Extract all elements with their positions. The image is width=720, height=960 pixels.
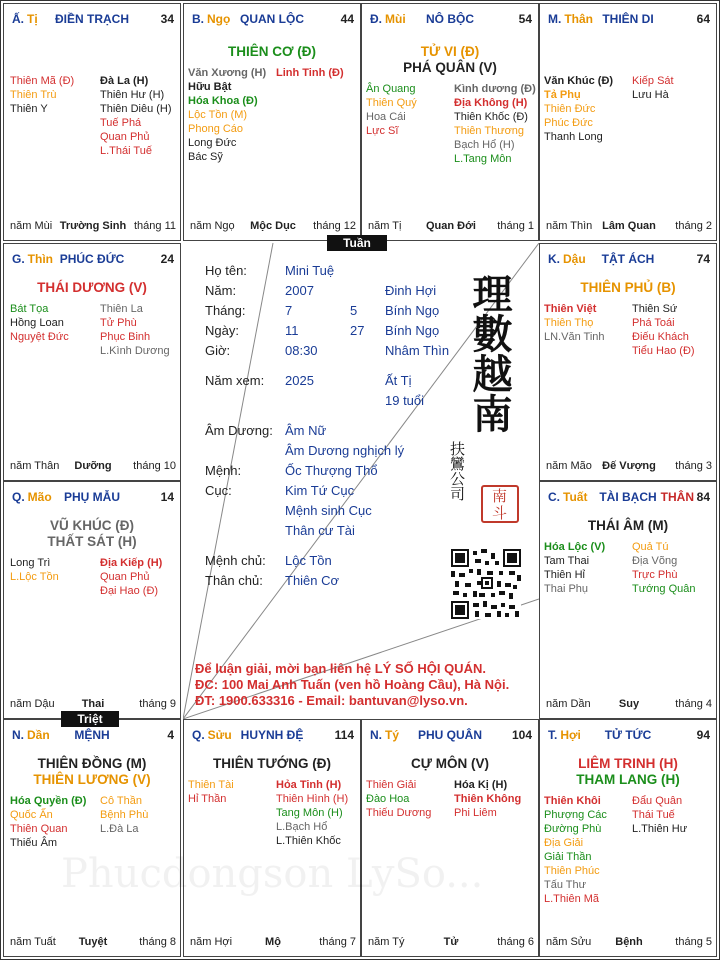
palace-tuat[interactable] (539, 481, 717, 719)
value-amduong: Âm Nữ (285, 423, 327, 438)
value-cuc2: Mệnh sinh Cục (285, 503, 372, 518)
palace-header (546, 252, 710, 268)
minor-star: Phúc Đức (544, 117, 593, 129)
palace-branch: Tý (385, 728, 400, 742)
minor-star: Thiên Y (10, 103, 48, 115)
minor-stars-right (100, 794, 148, 836)
minor-star: Bát Tọa (10, 303, 49, 315)
major-star: THÁI DƯƠNG (V) (37, 280, 147, 295)
minor-star: Nguyệt Đức (10, 331, 69, 343)
palace-life-stage: Bệnh (615, 936, 643, 948)
minor-star: Hóa Khoa (Đ) (188, 95, 258, 107)
palace-major-cycle: 24 (160, 252, 174, 266)
minor-star: Hóa Kị (H) (454, 779, 508, 791)
palace-header (368, 728, 532, 744)
minor-star: Văn Xương (H) (188, 67, 267, 79)
minor-stars-left (544, 74, 613, 144)
palace-branch: Sửu (207, 728, 232, 742)
minor-star: Hỏa Tinh (H) (276, 779, 342, 791)
minor-star: Long Đức (188, 137, 237, 149)
minor-star: Đào Hoa (366, 793, 410, 805)
minor-star: Thiên Không (454, 793, 522, 805)
minor-star: Thiên Tài (188, 779, 234, 791)
palace-life-stage: Thai (81, 698, 105, 710)
palace-year: năm Mão (546, 460, 592, 472)
minor-star: Lực Sĩ (366, 125, 399, 137)
palace-footer (368, 936, 534, 950)
palace-major-cycle: 14 (160, 490, 174, 504)
minor-star: L.Thiên Khốc (276, 835, 341, 847)
palace-footer (10, 936, 176, 950)
palace-stem: C. (548, 490, 560, 504)
minor-star: Thiên Khôi (544, 795, 601, 807)
contact-line-3: ĐT: 1900.633316 - Email: bantuvan@lyso.vn. (195, 693, 468, 708)
minor-star: Tử Phù (100, 317, 137, 329)
palace-ty[interactable] (3, 3, 181, 241)
palace-year: năm Tuất (10, 936, 56, 948)
minor-star: L.Thiên Mã (544, 893, 600, 905)
palace-footer (10, 220, 176, 234)
minor-star: Lộc Tồn (M) (188, 109, 248, 121)
palace-header (546, 728, 710, 744)
minor-star: Linh Tinh (Đ) (276, 67, 344, 79)
palace-footer (546, 936, 712, 950)
palace-branch: Tuất (563, 490, 588, 504)
minor-star: Thiên Sứ (632, 303, 678, 315)
palace-stem: N. (12, 728, 24, 742)
minor-star: Đà La (H) (100, 75, 149, 87)
minor-star: Thiên Thương (454, 125, 525, 137)
palace-month: tháng 11 (133, 220, 176, 232)
value-tuoi: 19 tuổi (385, 393, 425, 408)
minor-star: Bác Sỹ (188, 151, 223, 163)
palace-major-cycle: 84 (696, 490, 710, 504)
seal-text: 南斗 (491, 487, 508, 522)
major-star: VŨ KHÚC (Đ) (50, 518, 134, 533)
palace-month: tháng 7 (319, 936, 356, 948)
minor-star: L.Kình Dương (100, 345, 170, 357)
palace-header (190, 12, 354, 28)
palace-footer (190, 220, 356, 234)
minor-stars-right (100, 556, 162, 598)
minor-star: Thiên Phúc (544, 865, 600, 877)
palace-dan[interactable] (3, 719, 181, 957)
palace-name: TÀI BẠCH (599, 490, 657, 504)
minor-star: Lưu Hà (632, 89, 669, 101)
minor-star: Bạch Hổ (H) (454, 139, 515, 151)
value-gio: 08:30 (285, 343, 318, 358)
palace-footer (546, 460, 712, 474)
label-thang: Tháng: (205, 303, 246, 318)
palace-name: QUAN LỘC (240, 12, 304, 26)
minor-star: Đại Hao (Đ) (100, 585, 159, 597)
palace-month: tháng 2 (675, 220, 712, 232)
palace-header (10, 12, 174, 28)
value-cuc3: Thân cư Tài (285, 523, 355, 538)
palace-month: tháng 8 (139, 936, 176, 948)
palace-name: TẬT ÁCH (601, 252, 655, 266)
palace-footer (10, 460, 176, 474)
palace-life-stage: Quan Đới (426, 220, 476, 232)
minor-star: Hồng Loan (10, 317, 64, 329)
minor-star: Đường Phù (544, 823, 602, 835)
palace-major-cycle: 4 (167, 728, 174, 742)
label-namxem: Năm xem: (205, 373, 265, 388)
tuan-tag: Tuần (327, 235, 387, 251)
palace-month: tháng 9 (139, 698, 176, 710)
palace-major-cycle: 74 (696, 252, 710, 266)
palace-month: tháng 10 (133, 460, 176, 472)
minor-stars-left (544, 302, 605, 344)
palace-name: HUYNH ĐỆ (240, 728, 304, 742)
palace-footer (190, 936, 356, 950)
value-thang-can: Bính Ngọ (385, 303, 440, 318)
major-star: TỬ VI (Đ) (420, 44, 480, 59)
minor-star: Thanh Long (544, 131, 603, 143)
minor-star: Hữu Bật (188, 81, 232, 93)
minor-star: Quan Phủ (100, 571, 150, 583)
major-star: CỰ MÔN (V) (411, 756, 489, 771)
minor-star: Phá Toái (632, 317, 675, 329)
label-amduong: Âm Dương: (205, 423, 273, 438)
minor-star: Tướng Quân (632, 583, 696, 595)
minor-stars-left (188, 66, 266, 164)
major-star: THIÊN LƯƠNG (V) (33, 772, 151, 787)
palace-header (368, 12, 532, 28)
palace-header (10, 728, 174, 744)
minor-star: Tam Thai (544, 555, 590, 567)
minor-star: L.Đà La (100, 823, 139, 835)
palace-year: năm Sửu (546, 936, 592, 948)
minor-star: Phục Binh (100, 331, 151, 343)
palace-name: PHU QUÂN (417, 728, 482, 742)
major-star: THIÊN CƠ (Đ) (227, 44, 316, 59)
palace-life-stage: Tuyệt (78, 936, 108, 948)
minor-star: Phong Cáo (188, 123, 244, 135)
palace-month: tháng 6 (497, 936, 534, 948)
minor-star: Tuế Phá (100, 117, 142, 129)
minor-star: Hỉ Thần (188, 793, 227, 805)
palace-branch: Ngọ (207, 12, 231, 26)
minor-star: L.Thiên Hư (632, 823, 688, 835)
label-nam: Năm: (205, 283, 237, 298)
value-namxem-can: Ất Tị (385, 373, 412, 388)
palace-major-cycle: 114 (334, 728, 354, 742)
minor-star: Thiên Thọ (544, 317, 594, 329)
value-cuc: Kim Tứ Cục (285, 483, 355, 498)
major-star: PHÁ QUÂN (V) (403, 60, 497, 75)
minor-star: Hóa Quyền (Đ) (10, 795, 87, 807)
palace-year: năm Dậu (10, 698, 55, 710)
minor-stars-right (632, 540, 696, 596)
palace-life-stage: Trường Sinh (59, 220, 127, 232)
palace-name: THIÊN DI (602, 12, 654, 26)
palace-stem: Q. (12, 490, 25, 504)
minor-star: Địa Không (H) (454, 97, 528, 109)
palace-month: tháng 3 (675, 460, 712, 472)
minor-star: Thai Phụ (544, 583, 589, 595)
palace-body-marker: THÂN (660, 490, 694, 504)
palace-branch: Dậu (563, 252, 586, 266)
minor-star: Bệnh Phù (100, 809, 149, 821)
minor-star: Giải Thần (544, 851, 592, 863)
minor-stars-left (10, 794, 86, 850)
palace-footer (10, 698, 176, 712)
minor-star: Phi Liêm (454, 807, 497, 819)
palace-year: năm Tị (368, 220, 402, 232)
palace-year: năm Thân (10, 460, 60, 472)
minor-star: Trực Phù (632, 569, 678, 581)
major-star: THAM LANG (H) (576, 772, 680, 787)
value-amduong2: Âm Dương nghịch lý (285, 443, 405, 458)
minor-stars-right (632, 302, 695, 358)
contact-line-1: Để luận giải, mời bạn liên hệ LÝ SỐ HỘI QUÁN. (195, 661, 486, 676)
palace-stem: G. (12, 252, 25, 266)
palace-major-cycle: 34 (160, 12, 174, 26)
palace-month: tháng 12 (313, 220, 356, 232)
value-gio-can: Nhâm Thìn (385, 343, 450, 358)
minor-star: Quốc Ấn (10, 809, 53, 821)
minor-star: Địa Kiếp (H) (100, 557, 163, 569)
major-star: THIÊN ĐỒNG (M) (37, 756, 147, 771)
minor-stars-left (10, 302, 69, 344)
palace-hoi[interactable] (539, 719, 717, 957)
label-menh: Mệnh: (205, 463, 242, 478)
minor-star: Cô Thần (100, 795, 142, 807)
minor-star: Tiểu Hao (Đ) (632, 345, 695, 357)
palace-name: MỆNH (74, 728, 110, 742)
minor-star: Thiên Đức (544, 103, 596, 115)
calligraphy-side: 扶鸞公司 (448, 441, 466, 501)
triet-tag: Triệt (61, 711, 119, 727)
minor-star: Thiên Trù (10, 89, 57, 101)
minor-star: Thiên Mã (Đ) (10, 75, 75, 87)
minor-star: Ân Quang (366, 83, 416, 95)
label-gio: Giờ: (205, 343, 231, 358)
palace-branch: Hợi (560, 728, 581, 742)
minor-stars-left (544, 794, 607, 906)
palace-stem: Q. (192, 728, 205, 742)
minor-stars-right (276, 66, 344, 80)
minor-stars-right (632, 794, 687, 836)
palace-branch: Mùi (385, 12, 406, 26)
value-nam-can: Đinh Hợi (385, 283, 437, 298)
major-star: THẤT SÁT (H) (47, 534, 137, 549)
minor-star: Thiên Việt (544, 303, 597, 315)
minor-star: Quả Tú (632, 541, 669, 553)
minor-star: Thiên Hình (H) (276, 793, 349, 805)
label-cuc: Cục: (205, 483, 232, 498)
palace-stem: M. (548, 12, 562, 26)
minor-star: Điếu Khách (632, 331, 689, 343)
palace-stem: T. (548, 728, 558, 742)
minor-star: Thiên Quý (366, 97, 417, 109)
value-thanchu: Thiên Cơ (285, 573, 340, 588)
palace-month: tháng 4 (675, 698, 712, 710)
minor-star: Thiên La (100, 303, 143, 315)
minor-star: Thiên Hỉ (544, 569, 585, 581)
palace-branch: Thân (564, 12, 594, 26)
minor-stars-right (632, 74, 674, 102)
palace-mui[interactable] (361, 3, 539, 241)
palace-stem: B. (192, 12, 204, 26)
minor-stars-right (454, 82, 536, 166)
palace-footer (546, 698, 712, 712)
palace-life-stage: Suy (618, 698, 640, 710)
value-nam: 2007 (285, 283, 314, 298)
palace-suu[interactable] (183, 719, 361, 957)
label-menhchu: Mệnh chủ: (205, 553, 266, 568)
minor-stars-left (544, 540, 605, 596)
palace-month: tháng 5 (675, 936, 712, 948)
palace-ngo[interactable] (183, 3, 361, 241)
palace-year: năm Tý (368, 936, 405, 948)
palace-than[interactable] (539, 3, 717, 241)
minor-star: Thiếu Dương (366, 807, 432, 819)
minor-star: Thiếu Âm (10, 837, 58, 849)
palace-thin[interactable] (3, 243, 181, 481)
palace-year: năm Dần (546, 698, 591, 710)
calligraphy-main: 理數越南 (466, 273, 513, 433)
minor-stars-right (454, 778, 521, 820)
palace-branch: Thìn (27, 252, 53, 266)
minor-stars-right (100, 74, 172, 158)
minor-star: Thiên Quan (10, 823, 68, 835)
minor-star: Địa Võng (632, 555, 678, 567)
palace-branch: Dần (27, 728, 50, 742)
palace-major-cycle: 94 (696, 728, 710, 742)
palace-life-stage: Lâm Quan (602, 220, 656, 232)
minor-stars-right (100, 302, 170, 358)
contact-line-2: ĐC: 100 Mai Anh Tuấn (ven hồ Hoàng Cầu), Hà Nội. (195, 677, 510, 692)
minor-stars-left (10, 74, 74, 116)
minor-star: Văn Khúc (Đ) (544, 75, 614, 87)
palace-branch: Tị (27, 12, 38, 26)
major-star: LIÊM TRINH (H) (578, 756, 678, 771)
minor-stars-right (276, 778, 348, 848)
qr-code-icon[interactable] (451, 549, 521, 619)
value-ngay-can: Bính Ngọ (385, 323, 440, 338)
minor-star: Tấu Thư (544, 879, 587, 891)
minor-star: Thiên Giải (366, 779, 417, 791)
palace-major-cycle: 54 (518, 12, 532, 26)
minor-star: L.Tang Môn (454, 153, 512, 165)
minor-stars-left (366, 778, 431, 820)
value-menhchu: Lộc Tồn (285, 553, 332, 568)
palace-year: năm Mùi (10, 220, 53, 232)
minor-star: L.Lộc Tồn (10, 571, 59, 583)
watermark: Phucdongson LySo... (61, 851, 484, 897)
value-ngay: 11 (285, 323, 299, 338)
palace-name: ĐIỀN TRẠCH (55, 12, 129, 26)
palace-month: tháng 1 (497, 220, 534, 232)
minor-star: Thiên Hư (H) (100, 89, 165, 101)
red-seal-stamp (481, 485, 519, 523)
palace-mao[interactable] (3, 481, 181, 719)
minor-star: Quan Phủ (100, 131, 150, 143)
minor-star: Hoa Cái (366, 111, 406, 123)
palace-header (10, 252, 174, 268)
palace-life-stage: Tử (443, 936, 459, 948)
palace-stem: Đ. (370, 12, 382, 26)
minor-star: LN.Văn Tinh (544, 331, 605, 343)
palace-footer (368, 220, 534, 234)
minor-star: Kình dương (Đ) (454, 83, 536, 95)
minor-star: L.Bạch Hổ (276, 821, 328, 833)
palace-name: PHÚC ĐỨC (59, 252, 125, 266)
palace-stem: N. (370, 728, 382, 742)
label-thanchu: Thân chủ: (205, 573, 263, 588)
palace-branch: Mão (27, 490, 52, 504)
minor-star: Thái Tuế (632, 809, 675, 821)
palace-life-stage: Dưỡng (74, 460, 112, 472)
palace-major-cycle: 64 (696, 12, 710, 26)
palace-header (546, 12, 710, 28)
minor-star: Tả Phụ (544, 89, 581, 101)
value-menh: Ốc Thượng Thổ (285, 463, 378, 478)
value-thang: 7 (285, 303, 293, 318)
palace-header (190, 728, 354, 744)
palace-name: PHỤ MẪU (64, 490, 120, 504)
palace-name: TỬ TỨC (604, 728, 652, 742)
palace-header (546, 490, 710, 506)
minor-star: Long Trì (10, 557, 51, 569)
palace-year: năm Ngọ (190, 220, 235, 232)
minor-stars-left (188, 778, 234, 806)
value-ngay-al: 27 (350, 323, 365, 338)
palace-footer (546, 220, 712, 234)
major-star: THIÊN PHỦ (B) (580, 280, 676, 295)
major-star: THIÊN TƯỚNG (Đ) (213, 756, 331, 771)
palace-major-cycle: 44 (340, 12, 354, 26)
major-star: THÁI ÂM (M) (587, 518, 669, 533)
palace-stem: K. (548, 252, 560, 266)
palace-dau[interactable] (539, 243, 717, 481)
value-namxem: 2025 (285, 373, 314, 388)
minor-star: Địa Giải (544, 837, 584, 849)
minor-stars-left (366, 82, 417, 138)
label-hoten: Họ tên: (205, 263, 247, 278)
value-thang-al: 5 (350, 303, 358, 318)
palace-ty2[interactable] (361, 719, 539, 957)
palace-year: năm Thìn (546, 220, 593, 232)
minor-stars-left (10, 556, 59, 584)
palace-year: năm Hợi (190, 936, 233, 948)
palace-life-stage: Mộc Dục (250, 220, 296, 232)
minor-star: Đẩu Quân (632, 795, 683, 807)
palace-stem: Ấ. (12, 12, 24, 26)
value-hoten: Mini Tuệ (285, 263, 335, 278)
palace-name: NÔ BỘC (426, 12, 474, 26)
minor-star: Phượng Các (544, 809, 607, 821)
palace-header (10, 490, 174, 506)
label-ngay: Ngày: (205, 323, 239, 338)
minor-star: Thiên Khốc (Đ) (454, 111, 528, 123)
minor-star: Kiếp Sát (632, 75, 674, 87)
minor-star: Thiên Diêu (H) (100, 103, 172, 115)
palace-life-stage: Đế Vượng (602, 460, 656, 472)
minor-star: L.Thái Tuế (100, 145, 152, 157)
minor-star: Tang Môn (H) (276, 807, 343, 819)
palace-major-cycle: 104 (511, 728, 532, 742)
minor-star: Hóa Lộc (V) (544, 541, 606, 553)
palace-life-stage: Mộ (265, 936, 281, 948)
